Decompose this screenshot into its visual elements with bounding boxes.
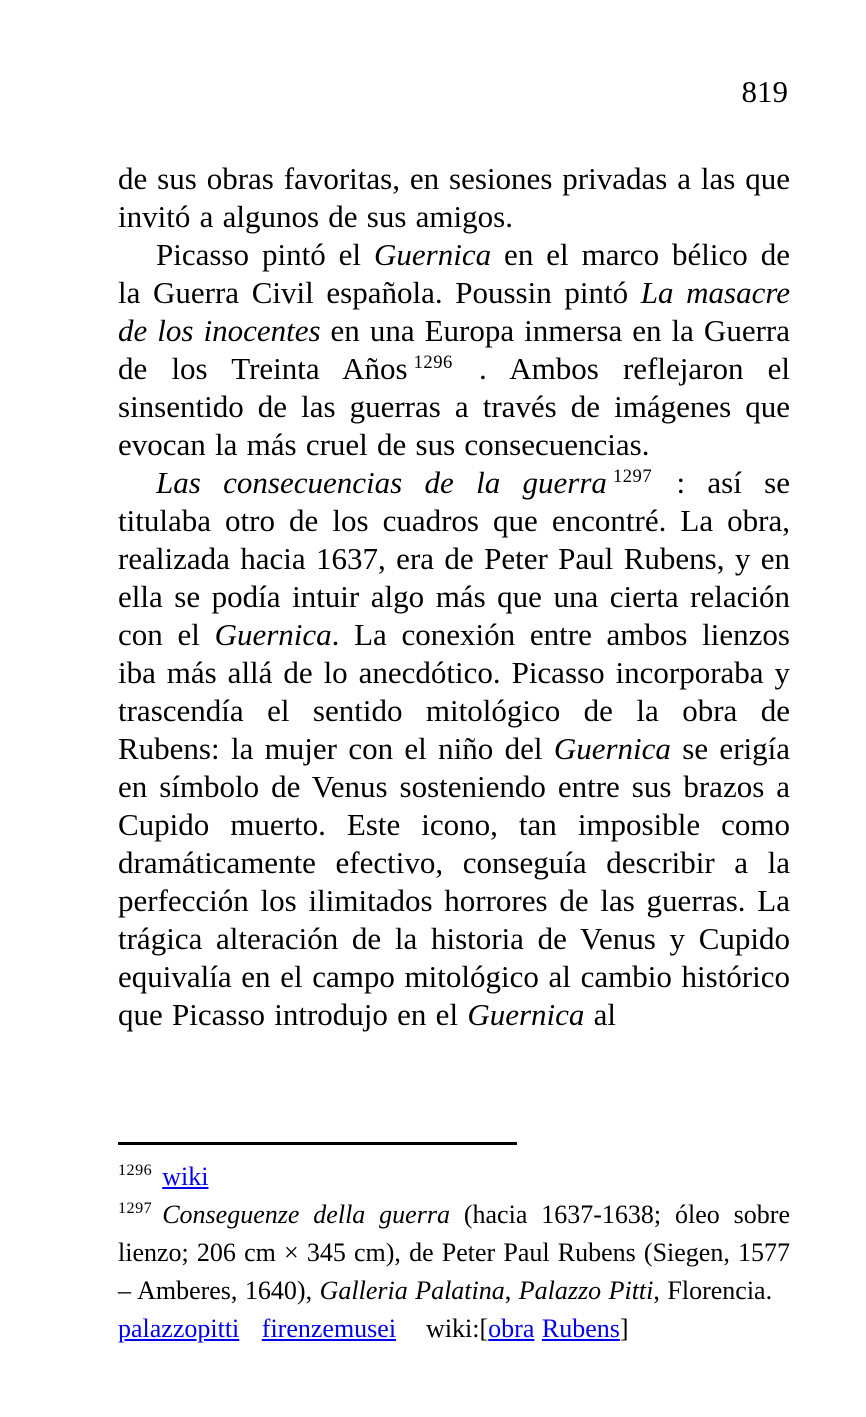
text-run: wiki:[: [396, 1314, 489, 1343]
text-run: de sus obras favoritas, en sesiones privadas a las que invitó a algunos de sus amigos.: [118, 161, 790, 234]
rubens-link[interactable]: Rubens: [541, 1314, 620, 1343]
footnote-1296: [118, 1158, 790, 1196]
text-run: ]: [619, 1314, 629, 1343]
text-run: al: [584, 997, 617, 1032]
footnote-links-content: [118, 1314, 629, 1343]
text-run: Picasso pintó el: [156, 237, 374, 272]
body-text: [118, 160, 790, 1034]
text-run: en el marco bélico de la Guerra Civil española. Poussin pintó: [118, 237, 790, 310]
paragraph-picasso-poussin: [118, 236, 790, 464]
text-run: Palazzo Pitti: [518, 1276, 654, 1305]
footnote-marker-1297: 1297: [118, 1200, 153, 1218]
text-run: (hacia 1637-1638; óleo sobre lienzo; 206 cm × 345 cm), de Peter Paul Rubens (Siegen, 1577 – Amberes, 1640),: [118, 1200, 790, 1305]
text-run: . La conexión entre ambos lienzos iba más allá de lo anecdótico. Picasso incorporaba y trascendía el sentido mitológico de la obra de Rubens: la mujer con el niño del: [118, 617, 790, 766]
footnotes: [118, 1158, 790, 1348]
footnote-ref-1296: 1296: [413, 351, 453, 373]
footnote-1296-content: [162, 1162, 208, 1191]
text-run: se erigía en símbolo de Venus sosteniendo entre sus brazos a Cupido muerto. Este icono, tan imposible como dramáticamente efectivo, conseguía describir a la perfección los ilimitados horrores de las guerras. La trágica alteración de la historia de Venus y Cupido equivalía en el campo mitológico al cambio histórico que Picasso introdujo en el: [118, 731, 790, 1032]
firenzemusei-link[interactable]: firenzemusei: [261, 1314, 397, 1343]
text-run: Guernica: [553, 731, 671, 766]
text-run: : así se titulaba otro de los cuadros que encontré. La obra, realizada hacia 1637, era de Peter Paul Rubens, y en ella se podía intuir algo más que una cierta relación con el: [118, 465, 790, 652]
text-run: Guernica: [467, 997, 585, 1032]
text-run: [534, 1314, 542, 1343]
text-run: . Ambos reflejaron el sinsentido de las guerras a través de imágenes que evocan la más cruel de sus consecuencias.: [118, 351, 791, 462]
text-run: Las consecuencias de la guerra: [156, 465, 607, 500]
text-run: Galleria Palatina: [319, 1276, 505, 1305]
text-run: ,: [504, 1276, 519, 1305]
paragraph-continuation: [118, 160, 790, 236]
footnote-marker-1296: 1296: [118, 1162, 153, 1180]
obra-link[interactable]: obra: [488, 1314, 535, 1343]
text-run: , Florencia.: [653, 1276, 773, 1305]
text-run: Conseguenze della guerra: [162, 1200, 450, 1229]
palazzopitti-link[interactable]: palazzopitti: [118, 1314, 240, 1343]
text-run: [239, 1314, 262, 1343]
paragraph-consecuencias: [118, 464, 790, 1034]
text-run: La masacre de los inocentes: [118, 275, 791, 348]
footnote-1297: [118, 1196, 790, 1310]
text-run: en una Europa inmersa en la Guerra de los Treinta Años: [118, 313, 790, 386]
text-run: Guernica: [214, 617, 332, 652]
wiki-link[interactable]: wiki: [162, 1162, 209, 1191]
text-run: Guernica: [374, 237, 492, 272]
footnote-1297-content: [118, 1200, 790, 1305]
page-number: 819: [741, 74, 788, 109]
footnote-ref-1297: 1297: [612, 465, 653, 487]
footnote-separator: [118, 1142, 517, 1145]
footnote-links-line: [118, 1310, 790, 1348]
